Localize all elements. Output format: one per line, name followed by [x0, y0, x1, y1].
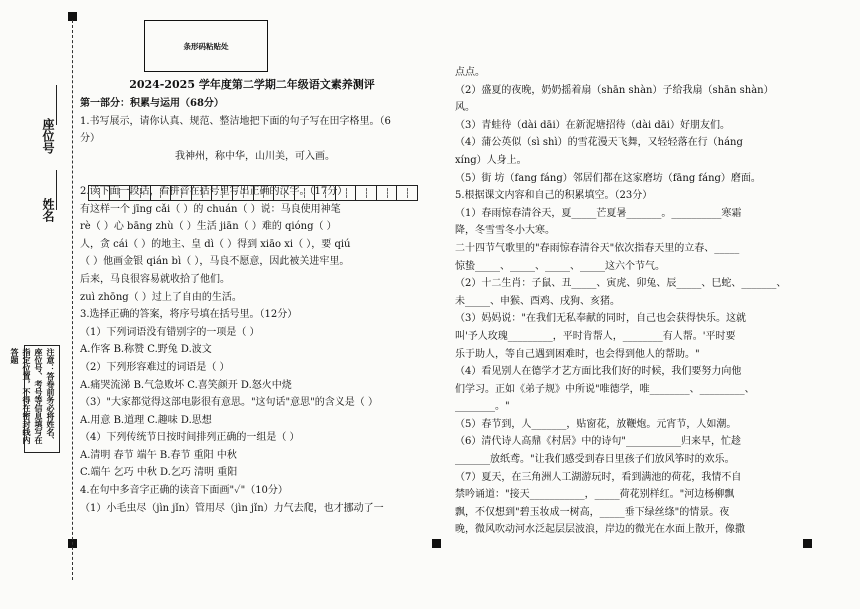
right-text-line: （1）春雨惊春清谷天，夏_____芒夏暑_______。__________寒霜 — [455, 207, 742, 219]
right-text-line: （6）清代诗人高鼎《村居》中的诗句"___________归来早，忙趁 — [455, 436, 741, 448]
grid-cell[interactable] — [171, 186, 192, 200]
left-text-line: A.用意 B.道理 C.趣味 D.思想 — [80, 414, 212, 426]
right-text-line: xíng）人身上。 — [455, 154, 527, 166]
right-text-line: 飘，不仅想到"碧玉妆成一树高，_____垂下绿丝绦"的情景。夜 — [455, 506, 730, 518]
grid-cell[interactable] — [254, 186, 275, 200]
registration-mark-bottom-center — [432, 539, 441, 548]
right-text-line: （4）看见别人在德学才艺方面比我们好的时候，我们要努力向他 — [455, 366, 742, 378]
barcode-box — [144, 20, 268, 72]
right-text-line: _______放纸鸢。"让我们感受到春日里孩子们放风筝时的欢乐。 — [455, 454, 735, 466]
seal-line — [72, 20, 73, 580]
left-text-line: A.作客 B.称赞 C.野兔 D.波文 — [80, 344, 212, 356]
left-text-line: 后来，马良很容易就收拾了他们。 — [80, 273, 230, 285]
grid-cell[interactable] — [356, 186, 377, 200]
right-text-line: 风。 — [455, 102, 475, 114]
exam-title: 2024-2025 学年度第二学期二年级语文素养测评 — [129, 78, 375, 91]
left-text-line: 4.在句中多音字正确的读音下面画"✓"（10分） — [80, 485, 288, 497]
grid-cell[interactable] — [89, 186, 110, 200]
left-text-line: （3）"大家都觉得这部电影很有意思。"这句话"意思"的含义是（ ） — [80, 397, 378, 409]
left-text-line: 有这样一个 jīng cǎi（ ）的 chuán（ ）说：马良使用神笔 — [80, 203, 341, 215]
left-text-line: 3.选择正确的答案，将序号填在括号里。（12分） — [80, 309, 298, 321]
grid-cell[interactable] — [212, 186, 233, 200]
left-text-line: 人，贪 cái（ ）的地主、皇 dì（ ）得到 xiāo xi（ ），要 qiú — [80, 238, 351, 250]
right-text-line: （2）盛夏的夜晚，奶奶摇着扇（shān shàn）子给我扇（shān shàn） — [455, 84, 774, 96]
right-text-line: 叫'予人玫瑰_________，平时肯帮人，________有人帮。'平时要 — [455, 330, 736, 342]
left-text-line: （ ）他画金银 qián bì（ ），马良不愿意，因此被关进牢里。 — [80, 256, 350, 268]
right-text-line: 降，冬雪雪冬小大寒。 — [455, 225, 555, 237]
grid-cell[interactable] — [110, 186, 131, 200]
grid-cell[interactable] — [192, 186, 213, 200]
left-text-line — [80, 165, 430, 183]
right-text-line: （3）妈妈说："在我们无私奉献的同时，自己也会获得快乐。这就 — [455, 313, 746, 325]
right-text-line: 二十四节气歌里的"春雨惊春清谷天"依次指春天里的立春、_____ — [455, 242, 740, 254]
left-text-line: A.清明 春节 端午 B.春节 重阳 中秋 — [80, 449, 237, 461]
name-label: 姓名 — [41, 198, 55, 222]
left-text-line: 1.书写展示，请你认真、规范、整洁地把下面的句子写在田字格里。（6 — [80, 115, 391, 127]
left-text-line: rè（ ）心 bāng zhù（ ）生活 jiān（ ）难的 qióng（ ） — [80, 221, 337, 233]
right-text-line: 5.根据课文内容和自己的积累填空。（23分） — [455, 190, 653, 202]
right-text-line: ________。" — [455, 401, 510, 413]
right-text-line: 点点。 — [455, 67, 485, 78]
right-text-line: （5）春节到，人_______，贴窗花，放鞭炮。元宵节，人如潮。 — [455, 418, 737, 430]
right-text-line: 乐于助人，等自己遇到困难时，也会得到他人的帮助。" — [455, 348, 700, 360]
grid-cell[interactable] — [336, 186, 357, 200]
left-text-line: （1）下列词语没有错别字的一项是（ ） — [80, 326, 260, 338]
grid-cell[interactable] — [315, 186, 336, 200]
seat-number-label: 座位号 — [41, 118, 55, 154]
right-text-line: 们学习。正如《弟子规》中所说"唯德学，唯________、_________、 — [455, 383, 755, 395]
right-text-line: （3）青蛙待（dài dāi）在新泥塘招待（dài dāi）好朋友们。 — [455, 119, 730, 131]
right-text-line: 惊蛰_____、_____、_____、_____这六个节气。 — [455, 260, 665, 272]
right-column — [455, 64, 840, 539]
left-text-line: 分） — [80, 133, 100, 145]
right-text-line: （4）蒲公英似（sì shì）的雪花漫天飞舞，又轻轻落在行（háng — [455, 137, 743, 149]
right-text-line: （2）十二生肖：子鼠、丑_____、寅虎、卯兔、辰_____、巳蛇、_______、 — [455, 278, 787, 290]
registration-mark-bottom-right — [803, 539, 812, 548]
left-text-line: 2.读下面一段话，看拼音在括号里写出正确的汉字。（17分） — [80, 185, 348, 197]
notice-box: 注意：答卷前务必将姓名、座位号、考号等信息填写在指定位置，不得在密封线内答题 — [24, 345, 60, 453]
grid-cell[interactable] — [151, 186, 172, 200]
right-text-line: （7）夏天，在三角洲人工湖游玩时，看到满池的荷花，我情不自 — [455, 471, 742, 483]
right-text-line: 未_____、申猴、酉鸡、戌狗、亥猪。 — [455, 295, 620, 307]
left-text-line: zuì zhōng（ ）过上了自由的生活。 — [80, 291, 242, 303]
grid-cell[interactable] — [397, 186, 417, 200]
left-text-line: （2）下列形容难过的词语是（ ） — [80, 361, 230, 373]
grid-cell[interactable] — [130, 186, 151, 200]
barcode-label: 条形码粘贴处 — [183, 41, 229, 51]
grid-cell[interactable] — [377, 186, 398, 200]
left-column — [80, 95, 430, 517]
left-text-line: （4）下列传统节日按时间排列正确的一组是（ ） — [80, 432, 300, 444]
binding-strip — [0, 0, 90, 609]
left-text-line: A.痛哭流涕 B.气急败坏 C.喜笑颜开 D.怒火中烧 — [80, 379, 292, 391]
left-text-line: C.端午 乞巧 中秋 D.乞巧 清明 重阳 — [80, 467, 238, 479]
writing-grid[interactable] — [88, 185, 418, 201]
grid-cell[interactable] — [295, 186, 316, 200]
grid-cell[interactable] — [233, 186, 254, 200]
left-text-line: （1）小毛虫尽（jìn jǐn）管用尽（jìn jǐn）力气去爬，也才挪动了一 — [80, 502, 384, 514]
right-text-line: 禁吟诵道："接天___________，_____荷花别样红。"河边杨柳飘 — [455, 489, 735, 501]
right-text-line: （5）街 坊（fang fáng）邻居们都在这家磨坊（fāng fáng）磨面。 — [455, 172, 761, 184]
right-text-line: 晚，微风吹动河水泛起层层波浪，岸边的微光在水面上散开，像撒 — [455, 524, 745, 536]
grid-cell[interactable] — [274, 186, 295, 200]
left-text-line: 我神州，称中华，山川美，可入画。 — [175, 150, 335, 162]
left-text-line: 第一部分：积累与运用（68分） — [80, 98, 224, 109]
